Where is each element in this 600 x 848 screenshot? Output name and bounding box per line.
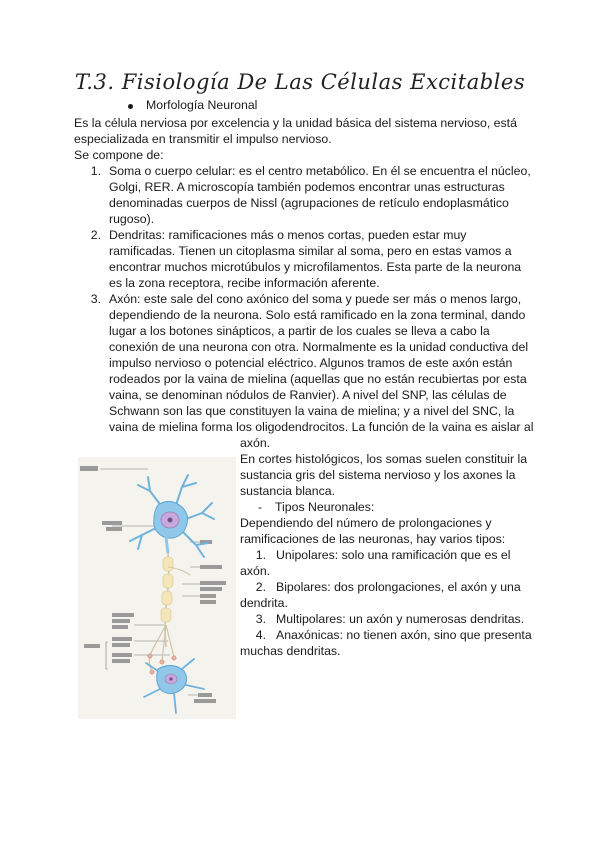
types-heading: Tipos Neuronales: (275, 500, 375, 514)
bullet-icon (128, 104, 133, 109)
intro-line: especializada en transmitir el impulso nervioso. (74, 132, 332, 146)
histology-line: sustancia gris del sistema nervioso y los axones la (240, 468, 516, 482)
histology-line: sustancia blanca. (240, 484, 336, 498)
list-item-line: es la zona receptora, recibe información aferente. (109, 276, 380, 290)
dash-bullet-icon: - (258, 500, 263, 514)
list-item-line: encontrar muchos microtúbulos y microfilamentos. Esta parte de la neurona (109, 260, 522, 274)
list-item-line: Soma o cuerpo celular: es el centro metabólico. En él se encuentra el núcleo, (109, 164, 531, 178)
list-number: 3. (90, 292, 101, 306)
type-number: 1. (255, 548, 266, 562)
list-item-line: denominadas cuerpos de Nissl (agrupaciones de retículo endoplasmático (109, 196, 509, 210)
intro-line: Es la célula nerviosa por excelencia y la unidad básica del sistema nervioso, está (74, 116, 517, 130)
histology-line: En cortes histológicos, los somas suelen constituir la (240, 452, 528, 466)
types-intro-line: Dependiendo del número de prolongaciones y (240, 516, 492, 530)
list-item-line: impulso nervioso o potencial eléctrico. Algunos tramos de este axón están (109, 356, 513, 370)
neuron-illustration (78, 457, 236, 719)
list-item-line: lugar a los botones sinápticos, a partir de los cuales se lleva a cabo la (109, 324, 490, 338)
list-item-line: Schwann son las que constituyen la vaina de mielina; y a nivel del SNC, la (109, 404, 515, 418)
type-line: Unipolares: solo una ramificación que es el (276, 548, 511, 562)
list-item-line: Dendritas: ramificaciones más o menos cortas, pueden estar muy (109, 228, 467, 242)
list-item-line: dependiendo de la neurona. Solo está ramificado en la zona terminal, dando (109, 308, 526, 322)
type-line: Multipolares: un axón y numerosas dendritas. (276, 612, 525, 626)
page-title: T.3. Fisiología De Las Células Excitables (74, 70, 526, 94)
list-item-line: vaina, se denominan nódulos de Ranvier). A nivel del SNP, las células de (109, 388, 507, 402)
list-item-line: Axón: este sale del cono axónico del soma y puede ser más o menos largo, (109, 292, 522, 306)
list-number: 1. (90, 164, 101, 178)
list-item-line: axón. (240, 436, 271, 450)
list-item-line: conexión de una neurona con otra. Normalmente es la unidad conductiva del (109, 340, 529, 354)
type-line: axón. (240, 564, 271, 578)
list-item-line: rodeados por la vaina de mielina (aquellas que no están recubiertas por esta (109, 372, 527, 386)
list-item-line: ramificadas. Tienen un citoplasma similar al soma, pero en estas vamos a (109, 244, 512, 258)
list-item-line: Golgi, RER. A microscopía también podemos encontrar unas estructuras (109, 180, 505, 194)
type-number: 4. (255, 628, 266, 642)
list-item-line: vaina de mielina forma los oligodendrocitos. La función de la vaina es aislar al (109, 420, 534, 434)
type-number: 2. (255, 580, 266, 594)
section-subtitle: Morfología Neuronal (146, 98, 258, 112)
type-line: dendrita. (240, 596, 288, 610)
intro-line: Se compone de: (74, 148, 164, 162)
list-number: 2. (90, 228, 101, 242)
type-line: Bipolares: dos prolongaciones, el axón y una (276, 580, 521, 594)
type-number: 3. (255, 612, 266, 626)
list-item-line: rugoso). (109, 212, 155, 226)
neuron-diagram (78, 457, 236, 719)
type-line: muchas dendritas. (240, 644, 341, 658)
types-intro-line: ramificaciones de las neuronas, hay varios tipos: (240, 532, 506, 546)
type-line: Anaxónicas: no tienen axón, sino que presenta (276, 628, 532, 642)
